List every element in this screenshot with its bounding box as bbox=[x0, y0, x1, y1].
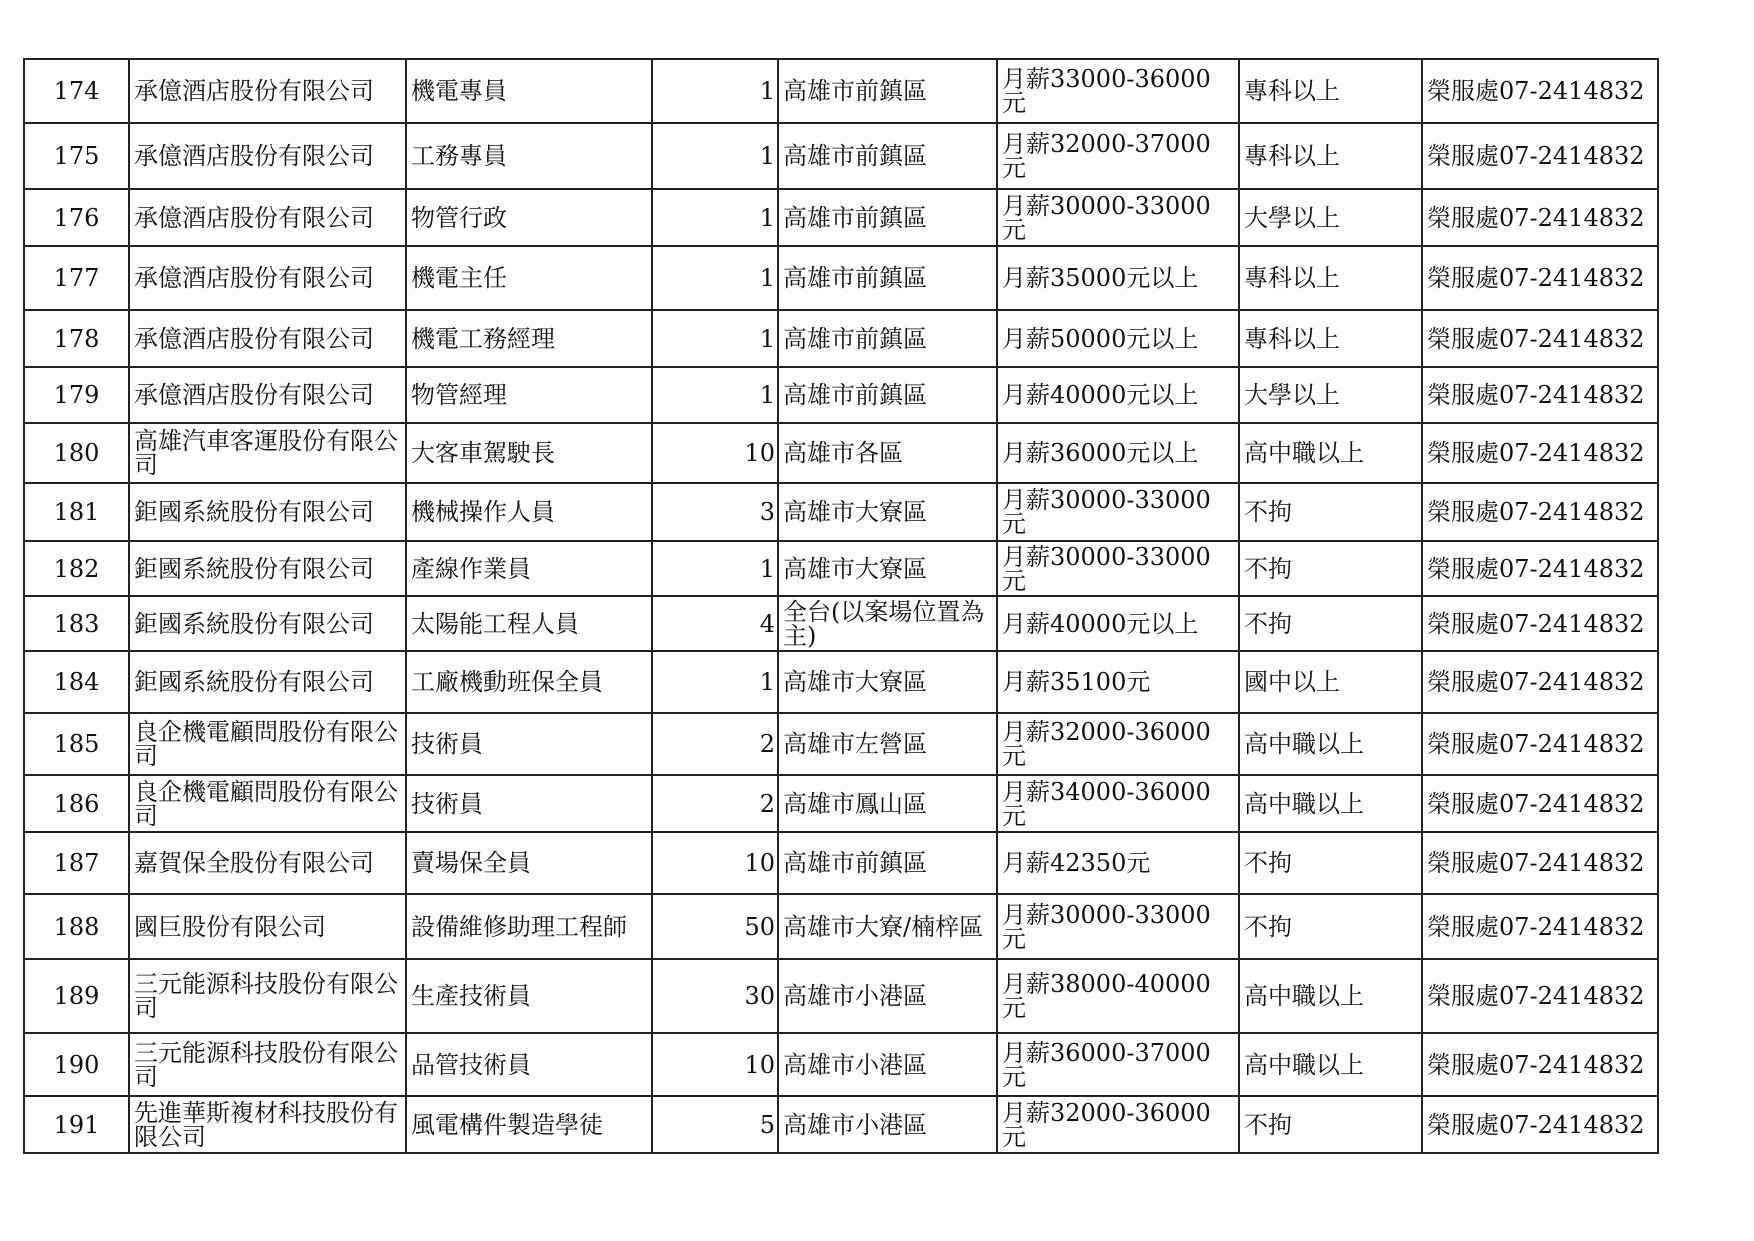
job-number-cell: 183 bbox=[24, 596, 129, 651]
work-location-cell: 全台(以案場位置為主) bbox=[778, 596, 997, 651]
openings-count-cell: 1 bbox=[652, 367, 778, 423]
salary-cell: 月薪30000-33000元 bbox=[997, 483, 1239, 541]
position-cell: 太陽能工程人員 bbox=[406, 596, 652, 651]
job-number-cell: 191 bbox=[24, 1096, 129, 1153]
job-number-cell: 188 bbox=[24, 894, 129, 959]
education-requirement-cell: 專科以上 bbox=[1239, 123, 1422, 189]
education-requirement-cell: 大學以上 bbox=[1239, 367, 1422, 423]
openings-count-cell: 2 bbox=[652, 713, 778, 775]
company-cell: 高雄汽車客運股份有限公司 bbox=[129, 423, 406, 483]
contact-cell: 榮服處07-2414832 bbox=[1422, 367, 1658, 423]
contact-cell: 榮服處07-2414832 bbox=[1422, 483, 1658, 541]
work-location-cell: 高雄市大寮區 bbox=[778, 541, 997, 596]
salary-cell: 月薪40000元以上 bbox=[997, 367, 1239, 423]
position-cell: 機電主任 bbox=[406, 246, 652, 310]
education-requirement-cell: 高中職以上 bbox=[1239, 713, 1422, 775]
table-row bbox=[24, 713, 1658, 775]
table-body bbox=[24, 59, 1658, 1153]
company-cell: 鉅國系統股份有限公司 bbox=[129, 541, 406, 596]
table-row bbox=[24, 423, 1658, 483]
table-row bbox=[24, 1033, 1658, 1096]
salary-cell: 月薪40000元以上 bbox=[997, 596, 1239, 651]
job-number-cell: 179 bbox=[24, 367, 129, 423]
openings-count-cell: 1 bbox=[652, 310, 778, 367]
company-cell: 國巨股份有限公司 bbox=[129, 894, 406, 959]
company-cell: 嘉賀保全股份有限公司 bbox=[129, 832, 406, 894]
contact-cell: 榮服處07-2414832 bbox=[1422, 1096, 1658, 1153]
work-location-cell: 高雄市大寮/楠梓區 bbox=[778, 894, 997, 959]
work-location-cell: 高雄市左營區 bbox=[778, 713, 997, 775]
work-location-cell: 高雄市大寮區 bbox=[778, 483, 997, 541]
contact-cell: 榮服處07-2414832 bbox=[1422, 310, 1658, 367]
work-location-cell: 高雄市鳳山區 bbox=[778, 775, 997, 832]
work-location-cell: 高雄市前鎮區 bbox=[778, 246, 997, 310]
company-cell: 良企機電顧問股份有限公司 bbox=[129, 775, 406, 832]
education-requirement-cell: 不拘 bbox=[1239, 596, 1422, 651]
company-cell: 承億酒店股份有限公司 bbox=[129, 367, 406, 423]
company-cell: 良企機電顧問股份有限公司 bbox=[129, 713, 406, 775]
company-cell: 承億酒店股份有限公司 bbox=[129, 123, 406, 189]
work-location-cell: 高雄市前鎮區 bbox=[778, 310, 997, 367]
education-requirement-cell: 高中職以上 bbox=[1239, 959, 1422, 1033]
openings-count-cell: 1 bbox=[652, 651, 778, 713]
position-cell: 機械操作人員 bbox=[406, 483, 652, 541]
company-cell: 三元能源科技股份有限公司 bbox=[129, 959, 406, 1033]
education-requirement-cell: 高中職以上 bbox=[1239, 775, 1422, 832]
job-number-cell: 184 bbox=[24, 651, 129, 713]
position-cell: 大客車駕駛長 bbox=[406, 423, 652, 483]
education-requirement-cell: 國中以上 bbox=[1239, 651, 1422, 713]
salary-cell: 月薪35100元 bbox=[997, 651, 1239, 713]
salary-cell: 月薪34000-36000元 bbox=[997, 775, 1239, 832]
salary-cell: 月薪38000-40000元 bbox=[997, 959, 1239, 1033]
salary-cell: 月薪32000-36000元 bbox=[997, 713, 1239, 775]
education-requirement-cell: 不拘 bbox=[1239, 1096, 1422, 1153]
openings-count-cell: 50 bbox=[652, 894, 778, 959]
job-number-cell: 174 bbox=[24, 59, 129, 123]
job-number-cell: 190 bbox=[24, 1033, 129, 1096]
work-location-cell: 高雄市小港區 bbox=[778, 1096, 997, 1153]
job-listing-table bbox=[23, 58, 1659, 1154]
work-location-cell: 高雄市小港區 bbox=[778, 1033, 997, 1096]
job-number-cell: 189 bbox=[24, 959, 129, 1033]
education-requirement-cell: 高中職以上 bbox=[1239, 1033, 1422, 1096]
work-location-cell: 高雄市前鎮區 bbox=[778, 189, 997, 246]
table-row bbox=[24, 367, 1658, 423]
openings-count-cell: 1 bbox=[652, 123, 778, 189]
education-requirement-cell: 不拘 bbox=[1239, 483, 1422, 541]
position-cell: 機電專員 bbox=[406, 59, 652, 123]
openings-count-cell: 1 bbox=[652, 189, 778, 246]
table-row bbox=[24, 651, 1658, 713]
table-row bbox=[24, 123, 1658, 189]
position-cell: 產線作業員 bbox=[406, 541, 652, 596]
company-cell: 承億酒店股份有限公司 bbox=[129, 189, 406, 246]
job-number-cell: 187 bbox=[24, 832, 129, 894]
openings-count-cell: 1 bbox=[652, 59, 778, 123]
job-number-cell: 176 bbox=[24, 189, 129, 246]
salary-cell: 月薪30000-33000元 bbox=[997, 894, 1239, 959]
table-row bbox=[24, 894, 1658, 959]
contact-cell: 榮服處07-2414832 bbox=[1422, 959, 1658, 1033]
company-cell: 三元能源科技股份有限公司 bbox=[129, 1033, 406, 1096]
company-cell: 鉅國系統股份有限公司 bbox=[129, 596, 406, 651]
openings-count-cell: 4 bbox=[652, 596, 778, 651]
job-number-cell: 182 bbox=[24, 541, 129, 596]
contact-cell: 榮服處07-2414832 bbox=[1422, 246, 1658, 310]
openings-count-cell: 1 bbox=[652, 541, 778, 596]
job-number-cell: 178 bbox=[24, 310, 129, 367]
company-cell: 承億酒店股份有限公司 bbox=[129, 246, 406, 310]
table-row bbox=[24, 1096, 1658, 1153]
company-cell: 先進華斯複材科技股份有限公司 bbox=[129, 1096, 406, 1153]
position-cell: 賣場保全員 bbox=[406, 832, 652, 894]
education-requirement-cell: 專科以上 bbox=[1239, 310, 1422, 367]
education-requirement-cell: 專科以上 bbox=[1239, 59, 1422, 123]
company-cell: 承億酒店股份有限公司 bbox=[129, 59, 406, 123]
work-location-cell: 高雄市小港區 bbox=[778, 959, 997, 1033]
position-cell: 機電工務經理 bbox=[406, 310, 652, 367]
work-location-cell: 高雄市大寮區 bbox=[778, 651, 997, 713]
openings-count-cell: 3 bbox=[652, 483, 778, 541]
contact-cell: 榮服處07-2414832 bbox=[1422, 775, 1658, 832]
table-row bbox=[24, 775, 1658, 832]
contact-cell: 榮服處07-2414832 bbox=[1422, 713, 1658, 775]
contact-cell: 榮服處07-2414832 bbox=[1422, 596, 1658, 651]
education-requirement-cell: 不拘 bbox=[1239, 894, 1422, 959]
contact-cell: 榮服處07-2414832 bbox=[1422, 832, 1658, 894]
position-cell: 物管經理 bbox=[406, 367, 652, 423]
job-number-cell: 177 bbox=[24, 246, 129, 310]
position-cell: 技術員 bbox=[406, 713, 652, 775]
salary-cell: 月薪30000-33000元 bbox=[997, 189, 1239, 246]
openings-count-cell: 10 bbox=[652, 1033, 778, 1096]
salary-cell: 月薪33000-36000元 bbox=[997, 59, 1239, 123]
position-cell: 物管行政 bbox=[406, 189, 652, 246]
contact-cell: 榮服處07-2414832 bbox=[1422, 651, 1658, 713]
work-location-cell: 高雄市各區 bbox=[778, 423, 997, 483]
table-row bbox=[24, 59, 1658, 123]
position-cell: 技術員 bbox=[406, 775, 652, 832]
salary-cell: 月薪36000-37000元 bbox=[997, 1033, 1239, 1096]
salary-cell: 月薪35000元以上 bbox=[997, 246, 1239, 310]
work-location-cell: 高雄市前鎮區 bbox=[778, 832, 997, 894]
position-cell: 工廠機動班保全員 bbox=[406, 651, 652, 713]
company-cell: 承億酒店股份有限公司 bbox=[129, 310, 406, 367]
position-cell: 設備維修助理工程師 bbox=[406, 894, 652, 959]
position-cell: 工務專員 bbox=[406, 123, 652, 189]
openings-count-cell: 10 bbox=[652, 832, 778, 894]
openings-count-cell: 2 bbox=[652, 775, 778, 832]
openings-count-cell: 30 bbox=[652, 959, 778, 1033]
work-location-cell: 高雄市前鎮區 bbox=[778, 59, 997, 123]
work-location-cell: 高雄市前鎮區 bbox=[778, 123, 997, 189]
position-cell: 生產技術員 bbox=[406, 959, 652, 1033]
contact-cell: 榮服處07-2414832 bbox=[1422, 1033, 1658, 1096]
position-cell: 風電構件製造學徒 bbox=[406, 1096, 652, 1153]
table-row bbox=[24, 483, 1658, 541]
contact-cell: 榮服處07-2414832 bbox=[1422, 189, 1658, 246]
education-requirement-cell: 不拘 bbox=[1239, 832, 1422, 894]
salary-cell: 月薪36000元以上 bbox=[997, 423, 1239, 483]
contact-cell: 榮服處07-2414832 bbox=[1422, 894, 1658, 959]
table-row bbox=[24, 832, 1658, 894]
table-row bbox=[24, 189, 1658, 246]
openings-count-cell: 1 bbox=[652, 246, 778, 310]
salary-cell: 月薪32000-36000元 bbox=[997, 1096, 1239, 1153]
job-number-cell: 185 bbox=[24, 713, 129, 775]
job-number-cell: 181 bbox=[24, 483, 129, 541]
salary-cell: 月薪30000-33000元 bbox=[997, 541, 1239, 596]
education-requirement-cell: 高中職以上 bbox=[1239, 423, 1422, 483]
salary-cell: 月薪50000元以上 bbox=[997, 310, 1239, 367]
table-row bbox=[24, 541, 1658, 596]
table-row bbox=[24, 310, 1658, 367]
company-cell: 鉅國系統股份有限公司 bbox=[129, 483, 406, 541]
openings-count-cell: 5 bbox=[652, 1096, 778, 1153]
table-row bbox=[24, 596, 1658, 651]
job-number-cell: 186 bbox=[24, 775, 129, 832]
contact-cell: 榮服處07-2414832 bbox=[1422, 423, 1658, 483]
education-requirement-cell: 大學以上 bbox=[1239, 189, 1422, 246]
education-requirement-cell: 專科以上 bbox=[1239, 246, 1422, 310]
salary-cell: 月薪42350元 bbox=[997, 832, 1239, 894]
openings-count-cell: 10 bbox=[652, 423, 778, 483]
contact-cell: 榮服處07-2414832 bbox=[1422, 123, 1658, 189]
contact-cell: 榮服處07-2414832 bbox=[1422, 59, 1658, 123]
job-number-cell: 175 bbox=[24, 123, 129, 189]
table-row bbox=[24, 246, 1658, 310]
company-cell: 鉅國系統股份有限公司 bbox=[129, 651, 406, 713]
work-location-cell: 高雄市前鎮區 bbox=[778, 367, 997, 423]
salary-cell: 月薪32000-37000元 bbox=[997, 123, 1239, 189]
education-requirement-cell: 不拘 bbox=[1239, 541, 1422, 596]
job-number-cell: 180 bbox=[24, 423, 129, 483]
table-row bbox=[24, 959, 1658, 1033]
contact-cell: 榮服處07-2414832 bbox=[1422, 541, 1658, 596]
position-cell: 品管技術員 bbox=[406, 1033, 652, 1096]
